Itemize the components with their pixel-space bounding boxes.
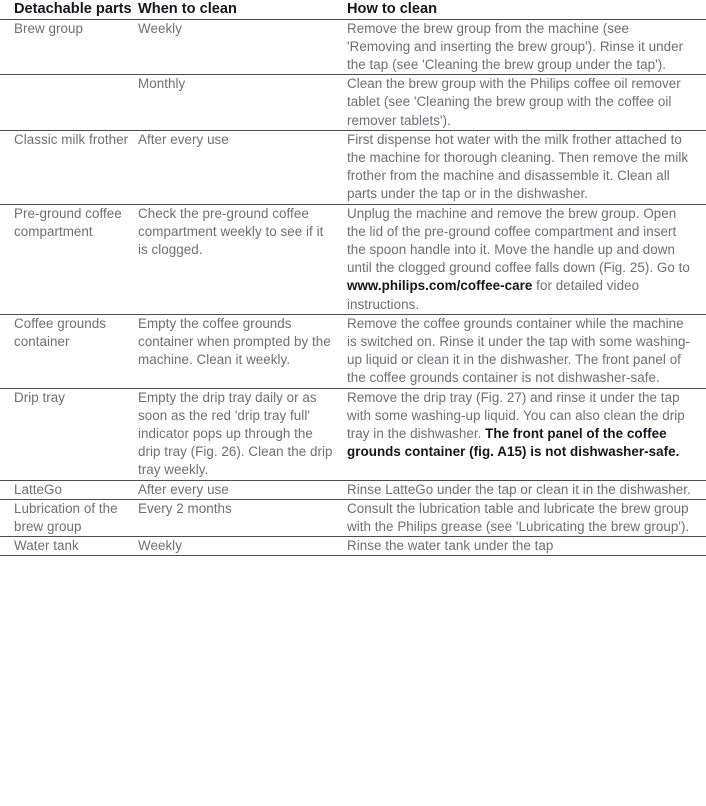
cell-how-to-clean <box>347 314 706 388</box>
how-to-clean-text: Remove the brew group from the machine (see 'Removing and inserting the brew group'). Rinse it under the tap (see 'Cleaning the brew group under the tap'). <box>347 20 684 72</box>
how-to-clean-text: Clean the brew group with the Philips coffee oil remover tablet (see 'Cleaning the brew group with the coffee oil remover tablets'). <box>347 76 681 128</box>
how-to-clean-text-tail: for detailed video instructions. <box>347 278 640 312</box>
how-to-clean-text: Rinse LatteGo under the tap or clean it in the dishwasher. <box>347 481 691 497</box>
how-to-clean-emphasis: www.philips.com/coffee-care <box>347 278 533 294</box>
column-header-when-to-clean: When to clean <box>138 0 347 19</box>
cell-how-to-clean <box>347 480 706 499</box>
how-to-clean-text: Unplug the machine and remove the brew group. Open the lid of the pre-ground coffee compartment and insert the spoon handle into it. Move the handle up and down until the clogged ground coffee falls down (Fig. 25). Go to <box>347 205 690 276</box>
how-to-clean-text: Consult the lubrication table and lubricate the brew group with the Philips grease (see 'Lubricating the brew group'). <box>347 500 690 534</box>
table-header <box>0 0 706 19</box>
cell-when-to-clean: Monthly <box>138 75 347 131</box>
how-to-clean-text: Remove the drip tray (Fig. 27) and rinse it under the tap with some washing-up liquid. You can also clean the drip tray in the dishwasher. <box>347 389 685 441</box>
cell-how-to-clean <box>347 204 706 314</box>
cell-when-to-clean: Weekly <box>138 537 347 556</box>
cell-detachable-part: Brew group <box>0 19 138 75</box>
table-row <box>0 130 706 204</box>
cell-detachable-part: Lubrication of the brew group <box>0 499 138 536</box>
cell-when-to-clean: Empty the drip tray daily or as soon as the red 'drip tray full' indicator pops up through the drip tray (Fig. 26). Clean the drip tray weekly. <box>138 388 347 480</box>
table-body <box>0 19 706 556</box>
cell-how-to-clean <box>347 499 706 536</box>
how-to-clean-text: First dispense hot water with the milk frother attached to the machine for thorough cleaning. Then remove the milk frother from the machine and disassemble it. Clean all parts under the tap or in the dishwasher. <box>347 131 689 202</box>
cell-when-to-clean: After every use <box>138 130 347 204</box>
cell-detachable-part: Classic milk frother <box>0 130 138 204</box>
table-row <box>0 499 706 536</box>
how-to-clean-text: Rinse the water tank under the tap <box>347 538 554 554</box>
cell-when-to-clean: Weekly <box>138 19 347 75</box>
column-header-detachable-parts: Detachable parts <box>0 0 138 19</box>
table-row <box>0 537 706 556</box>
cell-when-to-clean: Check the pre-ground coffee compartment weekly to see if it is clogged. <box>138 204 347 314</box>
table-row <box>0 19 706 75</box>
table-row <box>0 204 706 314</box>
table-row <box>0 480 706 499</box>
how-to-clean-text: Remove the coffee grounds container while the machine is switched on. Rinse it under the tap with some washing-up liquid or clean it in the dishwasher. The front panel of the coffee grounds container is not dishwasher-safe. <box>347 315 690 386</box>
cell-when-to-clean: Every 2 months <box>138 499 347 536</box>
table-row <box>0 388 706 480</box>
cell-how-to-clean <box>347 537 706 556</box>
how-to-clean-emphasis: The front panel of the coffee grounds container (fig. A15) is not dishwasher-safe. <box>347 425 680 460</box>
cell-detachable-part: Water tank <box>0 537 138 556</box>
table-row <box>0 75 706 131</box>
cell-how-to-clean <box>347 75 706 131</box>
column-header-how-to-clean: How to clean <box>347 0 706 19</box>
cell-detachable-part: Pre-ground coffee compartment <box>0 204 138 314</box>
table-row <box>0 314 706 388</box>
cell-detachable-part: LatteGo <box>0 480 138 499</box>
cell-how-to-clean <box>347 388 706 480</box>
cell-when-to-clean: After every use <box>138 480 347 499</box>
cell-how-to-clean <box>347 19 706 75</box>
cell-detachable-part <box>0 75 138 131</box>
cell-detachable-part: Drip tray <box>0 388 138 480</box>
cell-how-to-clean <box>347 130 706 204</box>
header-row <box>0 0 706 19</box>
cell-when-to-clean: Empty the coffee grounds container when prompted by the machine. Clean it weekly. <box>138 314 347 388</box>
cell-detachable-part: Coffee grounds container <box>0 314 138 388</box>
